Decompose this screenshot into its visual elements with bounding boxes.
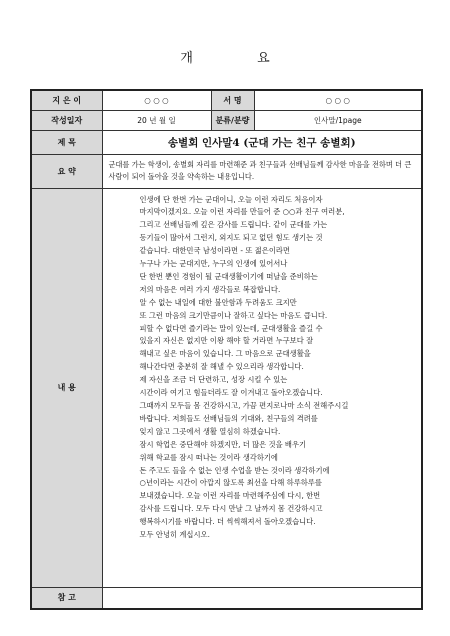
- content-line: 동기들이 많아서 그런지, 외지도 되고 없던 힘도 생기는 것: [139, 233, 323, 243]
- content-line: 인생에 단 한번 가는 군대이니, 오늘 이런 자리도 처음이자: [139, 194, 323, 204]
- reference-value: [102, 587, 422, 609]
- content-line: 그리고 선배님들께 깊은 감사를 드립니다. 같이 군대를 가는: [139, 220, 328, 230]
- content-line: ○년이라는 시간이 아깝지 않도록 최선을 다해 하루하루를: [139, 478, 322, 488]
- summary-form-table: [30, 89, 423, 610]
- content-line: 잊지 않고 그곳에서 생활 열심히 하겠습니다.: [139, 426, 281, 436]
- content-label: 내 용: [31, 188, 102, 587]
- category-value: 인사말/1page: [254, 110, 422, 130]
- content-line: 단 한번 뿐인 경험이 될 군대생활이기에 떠날을 준비하는: [139, 271, 318, 281]
- date-label: 작성일자: [31, 110, 102, 130]
- content-line: 그때까지 모두들 몸 건강하시고, 가끔 편지로나마 소식 전해주시길: [139, 401, 349, 410]
- title-label: 제 목: [31, 130, 102, 154]
- content-line: 바랍니다. 저희들도 선배님들의 기대와, 친구들의 격려를: [139, 413, 318, 423]
- summary-text: 군대를 가는 학생이, 송별회 자리를 마련해준 과 친구들과 선배님들께 감사한 마음을 전하며 더 큰 사람이 되어 돌아올 것을 약속하는 내용입니다.: [102, 154, 422, 188]
- content-line: 같습니다. 대한민국 남성이라면 - 또 젊은이라면: [139, 246, 290, 256]
- content-line: 누구나 가는 군대지만, 누구의 인생에 있어서나: [139, 259, 288, 269]
- content-line: 위해 학교를 잠시 떠나는 것이라 생각하기에: [139, 452, 278, 462]
- signature-label: 서 명: [211, 90, 254, 110]
- content-line: 있을지 자신은 없지만 이왕 해야 할 거라면 누구보다 잘: [139, 336, 314, 346]
- content-line: 잠시 학업은 중단해야 하겠지만, 더 많은 것을 배우기: [139, 439, 307, 449]
- category-label: 분류/분량: [211, 110, 254, 130]
- content-line: 돈 주고도 들을 수 없는 인생 수업을 받는 것이라 생각하기에: [139, 465, 330, 475]
- content-line: 감사를 드립니다. 모두 다시 만날 그 날까지 몸 건강하시고: [139, 504, 323, 514]
- summary-label: 요 약: [31, 154, 102, 188]
- content-line: 알 수 없는 내일에 대한 불안함과 두려움도 크지만: [139, 297, 297, 307]
- content-line: 보내겠습니다. 오늘 이런 자리를 마련해주심에 다시, 한번: [139, 491, 321, 501]
- content-line: 피할 수 없다면 즐기라는 말이 있는데, 군대생활을 즐길 수: [139, 323, 323, 333]
- content-line: 해내고 싶은 마음이 있습니다. 그 마음으로 군대생활을: [139, 349, 311, 359]
- content-line: 저의 마음은 여러 가지 생각들로 복잡합니다.: [139, 284, 281, 294]
- reference-label: 참 고: [31, 587, 102, 609]
- signature-value: ○ ○ ○: [254, 90, 422, 110]
- content-line: 행복하시기를 바랍니다. 더 씩씩해져서 돌아오겠습니다.: [139, 517, 316, 527]
- content-line: 제 자신을 조금 더 단련하고, 성장 시킬 수 있는: [139, 375, 288, 385]
- content-line: 또 그런 마음의 크기만큼이나 잘하고 싶다는 마음도 큽니다.: [139, 310, 328, 320]
- content-line: 시간이라 여기고 힘들더라도 잘 이겨내고 돌아오겠습니다.: [139, 388, 323, 398]
- document-title: 송별회 인사말4 (군대 가는 친구 송별회): [102, 130, 422, 154]
- content-line: 모두 안녕히 계십시오.: [139, 530, 210, 540]
- content-line: 해나간다면 충분히 잘 해낼 수 있으리라 생각합니다.: [139, 362, 304, 372]
- author-label: 지 은 이: [31, 90, 102, 110]
- content-body: [102, 188, 422, 587]
- date-value: 20 년 월 일: [102, 110, 211, 130]
- author-value: ○ ○ ○: [102, 90, 211, 110]
- page-title: 개 요: [180, 51, 300, 66]
- content-line: 마지막이겠지요. 오늘 이런 자리를 만들어 준 ○○과 친구 여러분,: [139, 207, 345, 217]
